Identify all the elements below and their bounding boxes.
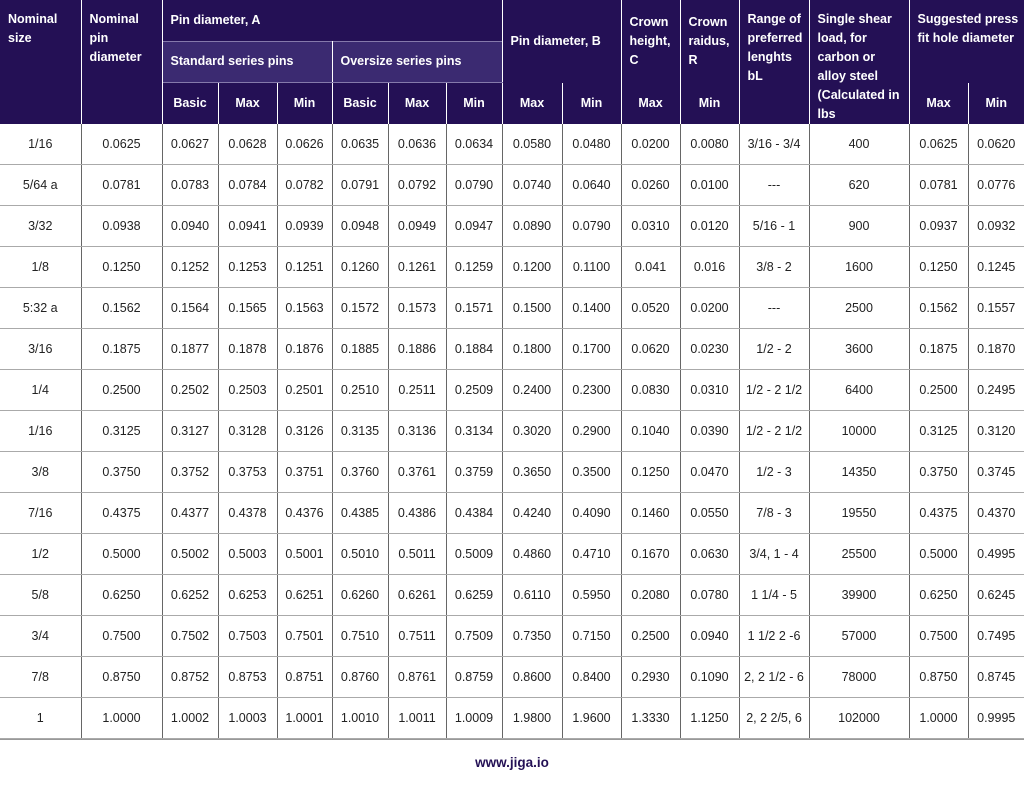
- table-cell: 0.8759: [446, 657, 502, 698]
- table-cell: 0.3120: [968, 411, 1024, 452]
- table-cell: 0.8753: [218, 657, 277, 698]
- table-cell: 0.6260: [332, 575, 388, 616]
- table-cell: 1/2: [0, 534, 81, 575]
- header-oversize-max: Max: [388, 83, 446, 124]
- table-cell: 0.1260: [332, 247, 388, 288]
- table-cell: 3/4, 1 - 4: [739, 534, 809, 575]
- table-cell: 0.0938: [81, 206, 162, 247]
- table-cell: 1.0010: [332, 698, 388, 739]
- table-cell: 0.8745: [968, 657, 1024, 698]
- table-cell: 900: [809, 206, 909, 247]
- table-cell: 0.0626: [277, 124, 332, 165]
- table-cell: 0.1878: [218, 329, 277, 370]
- table-cell: 0.0620: [968, 124, 1024, 165]
- table-cell: 0.3020: [502, 411, 562, 452]
- table-cell: 1 1/2 2 -6: [739, 616, 809, 657]
- table-row: [0, 575, 1024, 616]
- table-cell: 0.2509: [446, 370, 502, 411]
- table-cell: 1/2 - 3: [739, 452, 809, 493]
- table-cell: 0.1460: [621, 493, 680, 534]
- table-cell: 0.1261: [388, 247, 446, 288]
- table-cell: 0.1875: [909, 329, 968, 370]
- table-cell: 1.0011: [388, 698, 446, 739]
- table-cell: 0.0780: [680, 575, 739, 616]
- table-cell: 0.3745: [968, 452, 1024, 493]
- table-cell: 0.8760: [332, 657, 388, 698]
- table-cell: 0.7509: [446, 616, 502, 657]
- table-cell: 0.0580: [502, 124, 562, 165]
- table-cell: 3/16: [0, 329, 81, 370]
- table-cell: 0.0230: [680, 329, 739, 370]
- table-cell: 3/16 - 3/4: [739, 124, 809, 165]
- table-cell: 0.3650: [502, 452, 562, 493]
- table-cell: 0.7495: [968, 616, 1024, 657]
- table-cell: 0.4240: [502, 493, 562, 534]
- table-cell: 0.5001: [277, 534, 332, 575]
- table-cell: 0.6110: [502, 575, 562, 616]
- table-cell: 0.8761: [388, 657, 446, 698]
- table-cell: 0.0941: [218, 206, 277, 247]
- table-cell: 10000: [809, 411, 909, 452]
- table-cell: 0.1245: [968, 247, 1024, 288]
- header-press-fit-max: Max: [909, 83, 968, 124]
- table-cell: 0.0550: [680, 493, 739, 534]
- table-cell: 1.0000: [81, 698, 162, 739]
- table-cell: 7/8: [0, 657, 81, 698]
- table-cell: 1.1250: [680, 698, 739, 739]
- table-cell: 0.0740: [502, 165, 562, 206]
- table-row: [0, 165, 1024, 206]
- table-cell: 0.8600: [502, 657, 562, 698]
- header-oversize-basic: Basic: [332, 83, 388, 124]
- table-cell: 0.3134: [446, 411, 502, 452]
- table-row: [0, 411, 1024, 452]
- table-cell: 0.0200: [680, 288, 739, 329]
- table-cell: 0.1250: [621, 452, 680, 493]
- table-cell: 0.2511: [388, 370, 446, 411]
- header-press-fit: Suggested press fit hole diameter: [909, 0, 1024, 83]
- table-cell: 0.4375: [81, 493, 162, 534]
- table-cell: 0.3750: [81, 452, 162, 493]
- table-row: [0, 534, 1024, 575]
- table-row: [0, 657, 1024, 698]
- table-cell: 2, 2 1/2 - 6: [739, 657, 809, 698]
- table-row: [0, 452, 1024, 493]
- table-cell: 0.4376: [277, 493, 332, 534]
- table-cell: 5/64 a: [0, 165, 81, 206]
- table-cell: 0.7502: [162, 616, 218, 657]
- table-cell: 1.9600: [562, 698, 621, 739]
- table-cell: 0.4710: [562, 534, 621, 575]
- table-cell: 1/4: [0, 370, 81, 411]
- table-cell: 0.3135: [332, 411, 388, 452]
- table-cell: 1/16: [0, 411, 81, 452]
- table-cell: 7/8 - 3: [739, 493, 809, 534]
- table-cell: 0.8751: [277, 657, 332, 698]
- table-cell: 1.0003: [218, 698, 277, 739]
- header-shear-load: Single shear load, for carbon or alloy steel (Calculated in lbs: [809, 0, 909, 124]
- table-cell: 0.7500: [909, 616, 968, 657]
- table-cell: 0.3752: [162, 452, 218, 493]
- table-cell: 0.3750: [909, 452, 968, 493]
- table-cell: 3600: [809, 329, 909, 370]
- table-cell: 1 1/4 - 5: [739, 575, 809, 616]
- table-cell: 57000: [809, 616, 909, 657]
- table-cell: 0.0260: [621, 165, 680, 206]
- table-cell: 0.2500: [909, 370, 968, 411]
- table-cell: 0.6253: [218, 575, 277, 616]
- table-cell: 0.1400: [562, 288, 621, 329]
- table-cell: 0.1564: [162, 288, 218, 329]
- table-cell: 0.6245: [968, 575, 1024, 616]
- table-cell: 0.3760: [332, 452, 388, 493]
- table-cell: 0.0480: [562, 124, 621, 165]
- header-nominal-pin-diameter: Nominal pin diameter: [81, 0, 162, 124]
- table-cell: 0.2502: [162, 370, 218, 411]
- table-cell: 0.7503: [218, 616, 277, 657]
- table-cell: 0.0100: [680, 165, 739, 206]
- header-crown-radius-min: Min: [680, 83, 739, 124]
- table-cell: 0.0625: [909, 124, 968, 165]
- table-cell: 14350: [809, 452, 909, 493]
- table-row: [0, 247, 1024, 288]
- table-cell: 1/2 - 2 1/2: [739, 370, 809, 411]
- table-cell: 0.1251: [277, 247, 332, 288]
- table-cell: 3/32: [0, 206, 81, 247]
- table-row: [0, 370, 1024, 411]
- table-cell: 0.3125: [81, 411, 162, 452]
- table-cell: 0.1259: [446, 247, 502, 288]
- table-cell: 0.5950: [562, 575, 621, 616]
- table-cell: 0.6261: [388, 575, 446, 616]
- table-cell: 0.0636: [388, 124, 446, 165]
- table-cell: 0.7350: [502, 616, 562, 657]
- table-cell: 5/8: [0, 575, 81, 616]
- header-crown-height-max: Max: [621, 83, 680, 124]
- header-pin-b-min: Min: [562, 83, 621, 124]
- table-cell: 0.7510: [332, 616, 388, 657]
- table-cell: 0.4375: [909, 493, 968, 534]
- table-cell: 0.1100: [562, 247, 621, 288]
- table-cell: 102000: [809, 698, 909, 739]
- table-cell: 0.1253: [218, 247, 277, 288]
- table-cell: 1/2 - 2 1/2: [739, 411, 809, 452]
- header-pin-diameter-a: Pin diameter, A: [162, 0, 502, 41]
- header-press-fit-min: Min: [968, 83, 1024, 124]
- table-cell: 0.8750: [81, 657, 162, 698]
- table-cell: 78000: [809, 657, 909, 698]
- table-cell: 0.0625: [81, 124, 162, 165]
- table-cell: 0.3759: [446, 452, 502, 493]
- table-cell: ---: [739, 165, 809, 206]
- header-pin-diameter-b: Pin diameter, B: [502, 0, 621, 83]
- table-cell: 0.2500: [621, 616, 680, 657]
- table-cell: 0.2400: [502, 370, 562, 411]
- table-cell: 0.3126: [277, 411, 332, 452]
- header-standard-basic: Basic: [162, 83, 218, 124]
- table-cell: 0.2500: [81, 370, 162, 411]
- table-cell: 0.1884: [446, 329, 502, 370]
- table-cell: 0.0790: [562, 206, 621, 247]
- table-cell: 3/8 - 2: [739, 247, 809, 288]
- header-crown-radius: Crown raidus, R: [680, 0, 739, 83]
- table-cell: 0.1670: [621, 534, 680, 575]
- table-cell: 25500: [809, 534, 909, 575]
- table-cell: 0.1885: [332, 329, 388, 370]
- header-standard-max: Max: [218, 83, 277, 124]
- table-cell: 0.1572: [332, 288, 388, 329]
- table-cell: 2, 2 2/5, 6: [739, 698, 809, 739]
- table-cell: 0.0620: [621, 329, 680, 370]
- table-cell: 5:32 a: [0, 288, 81, 329]
- table-cell: 1.0000: [909, 698, 968, 739]
- table-cell: 620: [809, 165, 909, 206]
- table-cell: 0.4370: [968, 493, 1024, 534]
- table-cell: 0.4995: [968, 534, 1024, 575]
- table-cell: 6400: [809, 370, 909, 411]
- table-cell: 0.0792: [388, 165, 446, 206]
- table-row: [0, 493, 1024, 534]
- table-cell: 0.5011: [388, 534, 446, 575]
- table-cell: 0.1800: [502, 329, 562, 370]
- table-cell: 0.0790: [446, 165, 502, 206]
- table-cell: 0.0635: [332, 124, 388, 165]
- table-cell: 0.0782: [277, 165, 332, 206]
- table-cell: 0.2495: [968, 370, 1024, 411]
- header-pin-b-max: Max: [502, 83, 562, 124]
- table-cell: 0.1563: [277, 288, 332, 329]
- table-cell: 0.0932: [968, 206, 1024, 247]
- table-cell: 0.0781: [909, 165, 968, 206]
- table-cell: 0.1877: [162, 329, 218, 370]
- table-cell: 0.0890: [502, 206, 562, 247]
- table-cell: 0.4377: [162, 493, 218, 534]
- table-cell: 5/16 - 1: [739, 206, 809, 247]
- table-cell: 0.5002: [162, 534, 218, 575]
- table-cell: 0.0470: [680, 452, 739, 493]
- table-cell: 1600: [809, 247, 909, 288]
- table-cell: 0.1562: [909, 288, 968, 329]
- table-cell: 0.8400: [562, 657, 621, 698]
- table-cell: 0.0830: [621, 370, 680, 411]
- table-cell: 7/16: [0, 493, 81, 534]
- table-row: [0, 288, 1024, 329]
- table-cell: 0.3125: [909, 411, 968, 452]
- table-cell: 1.0001: [277, 698, 332, 739]
- table-cell: 0.3751: [277, 452, 332, 493]
- header-nominal-size: Nominal size: [0, 0, 81, 124]
- table-cell: 0.9995: [968, 698, 1024, 739]
- table-cell: 0.5000: [81, 534, 162, 575]
- table-cell: 0.0310: [621, 206, 680, 247]
- table-cell: 0.0310: [680, 370, 739, 411]
- table-cell: 0.0949: [388, 206, 446, 247]
- table-cell: 0.0080: [680, 124, 739, 165]
- table-header: [0, 0, 1024, 124]
- table-cell: 0.6251: [277, 575, 332, 616]
- table-cell: 0.0783: [162, 165, 218, 206]
- table-cell: 0.0948: [332, 206, 388, 247]
- table-cell: 1: [0, 698, 81, 739]
- header-range-lengths: Range of preferred lenghts bL: [739, 0, 809, 124]
- table-cell: 0.6259: [446, 575, 502, 616]
- table-cell: 0.0781: [81, 165, 162, 206]
- table-cell: 1.0002: [162, 698, 218, 739]
- table-cell: 0.4384: [446, 493, 502, 534]
- table-cell: 0.5009: [446, 534, 502, 575]
- table-cell: 1/16: [0, 124, 81, 165]
- table-cell: 0.016: [680, 247, 739, 288]
- table-cell: 1/2 - 2: [739, 329, 809, 370]
- table-cell: 3/8: [0, 452, 81, 493]
- table-cell: 0.1870: [968, 329, 1024, 370]
- table-cell: 0.0390: [680, 411, 739, 452]
- table-cell: 0.1876: [277, 329, 332, 370]
- table-body: [0, 124, 1024, 739]
- table-cell: 0.041: [621, 247, 680, 288]
- table-cell: 1.3330: [621, 698, 680, 739]
- table-cell: 0.0627: [162, 124, 218, 165]
- table-cell: 0.0120: [680, 206, 739, 247]
- table-cell: 0.0947: [446, 206, 502, 247]
- header-standard-min: Min: [277, 83, 332, 124]
- table-cell: 3/4: [0, 616, 81, 657]
- table-cell: ---: [739, 288, 809, 329]
- table-row: [0, 124, 1024, 165]
- table-cell: 0.0628: [218, 124, 277, 165]
- table-cell: 0.0520: [621, 288, 680, 329]
- table-cell: 0.1562: [81, 288, 162, 329]
- table-cell: 0.0940: [162, 206, 218, 247]
- table-cell: 0.1557: [968, 288, 1024, 329]
- table-cell: 0.3761: [388, 452, 446, 493]
- table-cell: 0.4385: [332, 493, 388, 534]
- table-cell: 0.8752: [162, 657, 218, 698]
- table-cell: 0.1573: [388, 288, 446, 329]
- table-row: [0, 616, 1024, 657]
- table-cell: 0.1500: [502, 288, 562, 329]
- table-cell: 0.1875: [81, 329, 162, 370]
- table-cell: 0.6250: [81, 575, 162, 616]
- table-cell: 0.1886: [388, 329, 446, 370]
- table-cell: 39900: [809, 575, 909, 616]
- table-cell: 0.5010: [332, 534, 388, 575]
- table-cell: 0.1090: [680, 657, 739, 698]
- table-cell: 0.2501: [277, 370, 332, 411]
- table-cell: 0.0200: [621, 124, 680, 165]
- table-cell: 400: [809, 124, 909, 165]
- table-cell: 0.7500: [81, 616, 162, 657]
- table-cell: 1.9800: [502, 698, 562, 739]
- table-cell: 2500: [809, 288, 909, 329]
- header-crown-height: Crown height, C: [621, 0, 680, 83]
- table-cell: 0.2300: [562, 370, 621, 411]
- table-cell: 0.0937: [909, 206, 968, 247]
- table-cell: 0.4386: [388, 493, 446, 534]
- table-cell: 1/8: [0, 247, 81, 288]
- table-cell: 0.3136: [388, 411, 446, 452]
- table-cell: 0.3127: [162, 411, 218, 452]
- table-cell: 0.3128: [218, 411, 277, 452]
- table-cell: 0.6250: [909, 575, 968, 616]
- table-cell: 0.5000: [909, 534, 968, 575]
- header-standard-series: Standard series pins: [162, 41, 332, 82]
- table-cell: 0.1040: [621, 411, 680, 452]
- table-cell: 0.1700: [562, 329, 621, 370]
- table-row: [0, 329, 1024, 370]
- table-cell: 0.2503: [218, 370, 277, 411]
- table-cell: 0.0939: [277, 206, 332, 247]
- table-cell: 0.3500: [562, 452, 621, 493]
- table-cell: 0.0791: [332, 165, 388, 206]
- table-cell: 19550: [809, 493, 909, 534]
- table-row: [0, 206, 1024, 247]
- table-cell: 0.4860: [502, 534, 562, 575]
- table-cell: 0.2900: [562, 411, 621, 452]
- table-cell: 0.1250: [81, 247, 162, 288]
- table-cell: 0.7511: [388, 616, 446, 657]
- footer-url: www.jiga.io: [0, 739, 1024, 788]
- table-cell: 0.5003: [218, 534, 277, 575]
- table-cell: 0.1200: [502, 247, 562, 288]
- table-cell: 0.1571: [446, 288, 502, 329]
- table-cell: 0.6252: [162, 575, 218, 616]
- header-oversize-series: Oversize series pins: [332, 41, 502, 82]
- table-cell: 0.1565: [218, 288, 277, 329]
- table-cell: 1.0009: [446, 698, 502, 739]
- table-cell: 0.7501: [277, 616, 332, 657]
- table-cell: 0.4090: [562, 493, 621, 534]
- table-cell: 0.2510: [332, 370, 388, 411]
- table-cell: 0.0640: [562, 165, 621, 206]
- table-cell: 0.2930: [621, 657, 680, 698]
- table-cell: 0.3753: [218, 452, 277, 493]
- table-cell: 0.0940: [680, 616, 739, 657]
- table-cell: 0.1250: [909, 247, 968, 288]
- table-cell: 0.0634: [446, 124, 502, 165]
- header-oversize-min: Min: [446, 83, 502, 124]
- table-row: [0, 698, 1024, 739]
- table-cell: 0.7150: [562, 616, 621, 657]
- table-cell: 0.0630: [680, 534, 739, 575]
- table-cell: 0.8750: [909, 657, 968, 698]
- table-cell: 0.0784: [218, 165, 277, 206]
- table-cell: 0.2080: [621, 575, 680, 616]
- table-cell: 0.4378: [218, 493, 277, 534]
- table-cell: 0.0776: [968, 165, 1024, 206]
- table-cell: 0.1252: [162, 247, 218, 288]
